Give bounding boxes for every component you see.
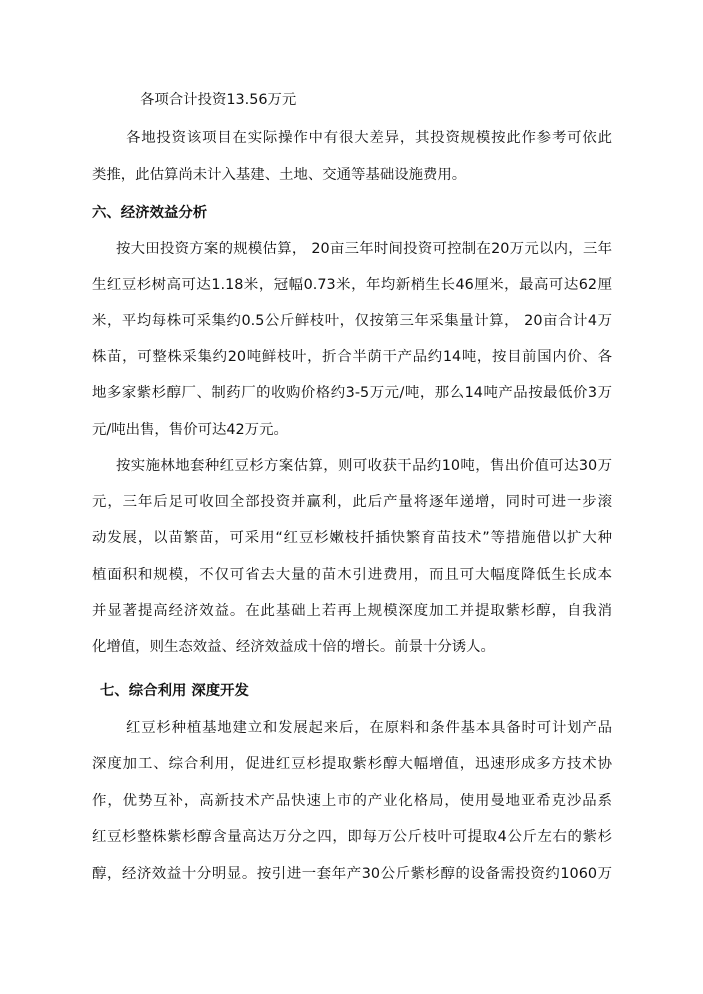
- paragraph-3-line-2: 元，三年后足可收回全部投资并赢利，此后产量将逐年递增，同时可进一步滚: [92, 494, 612, 510]
- paragraph-2-line-2: 生红豆杉树高可达1.18米，冠幅0.73米，年均新梢生长46厘米，最高可达62厘: [92, 277, 612, 293]
- paragraph-2-line-3: 米，平均每株可采集约0.5公斤鲜枝叶，仅按第三年采集量计算， 20亩合计4万: [92, 313, 612, 329]
- paragraph-4-line-3: 作，优势互补，高新技术产品快速上市的产业化格局，使用曼地亚希克沙品系: [92, 793, 612, 809]
- paragraph-4-line-2: 深度加工、综合利用，促进红豆杉提取紫杉醇大幅增值，迅速形成多方技术协: [92, 756, 612, 772]
- section-7-heading: 七、综合利用 深度开发: [100, 683, 249, 699]
- paragraph-2-line-5: 地多家紫杉醇厂、制药厂的收购价格约3-5万元/吨，那么14吨产品按最低价3万: [92, 385, 612, 401]
- paragraph-3-line-1: 按实施林地套种红豆杉方案估算，则可收获干品约10吨，售出价值可达30万: [116, 458, 612, 474]
- paragraph-2-line-1: 按大田投资方案的规模估算， 20亩三年时间投资可控制在20万元以内，三年: [116, 241, 612, 257]
- paragraph-1-line-1: 各地投资该项目在实际操作中有很大差异，其投资规模按此作参考可依此: [126, 130, 612, 146]
- paragraph-3-line-3: 动发展，以苗繁苗，可采用“红豆杉嫩枝扦插快繁育苗技术”等措施借以扩大种: [92, 530, 612, 546]
- paragraph-3-line-4: 植面积和规模，不仅可省去大量的苗木引进费用，而且可大幅度降低生长成本: [92, 567, 612, 583]
- paragraph-2-line-4: 株苗，可整株采集约20吨鲜枝叶，折合半荫干产品约14吨，按目前国内价、各: [92, 349, 612, 365]
- paragraph-4-line-4: 红豆杉整株紫杉醇含量高达万分之四，即每万公斤枝叶可提取4公斤左右的紫杉: [92, 829, 612, 845]
- paragraph-3-line-6: 化增值，则生态效益、经济效益成十倍的增长。前景十分诱人。: [92, 639, 495, 655]
- paragraph-1-line-2: 类推，此估算尚未计入基建、土地、交通等基础设施费用。: [92, 167, 467, 183]
- paragraph-4-line-5: 醇，经济效益十分明显。按引进一套年产30公斤紫杉醇的设备需投资约1060万: [92, 866, 612, 882]
- paragraph-2-line-6: 元/吨出售，售价可达42万元。: [92, 422, 288, 438]
- paragraph-3-line-5: 并显著提高经济效益。在此基础上若再上规模深度加工并提取紫杉醇，自我消: [92, 603, 612, 619]
- section-6-heading: 六、经济效益分析: [92, 205, 208, 221]
- total-investment-line: 各项合计投资13.56万元: [140, 92, 297, 108]
- paragraph-4-line-1: 红豆杉种植基地建立和发展起来后，在原料和条件基本具备时可计划产品: [126, 720, 612, 736]
